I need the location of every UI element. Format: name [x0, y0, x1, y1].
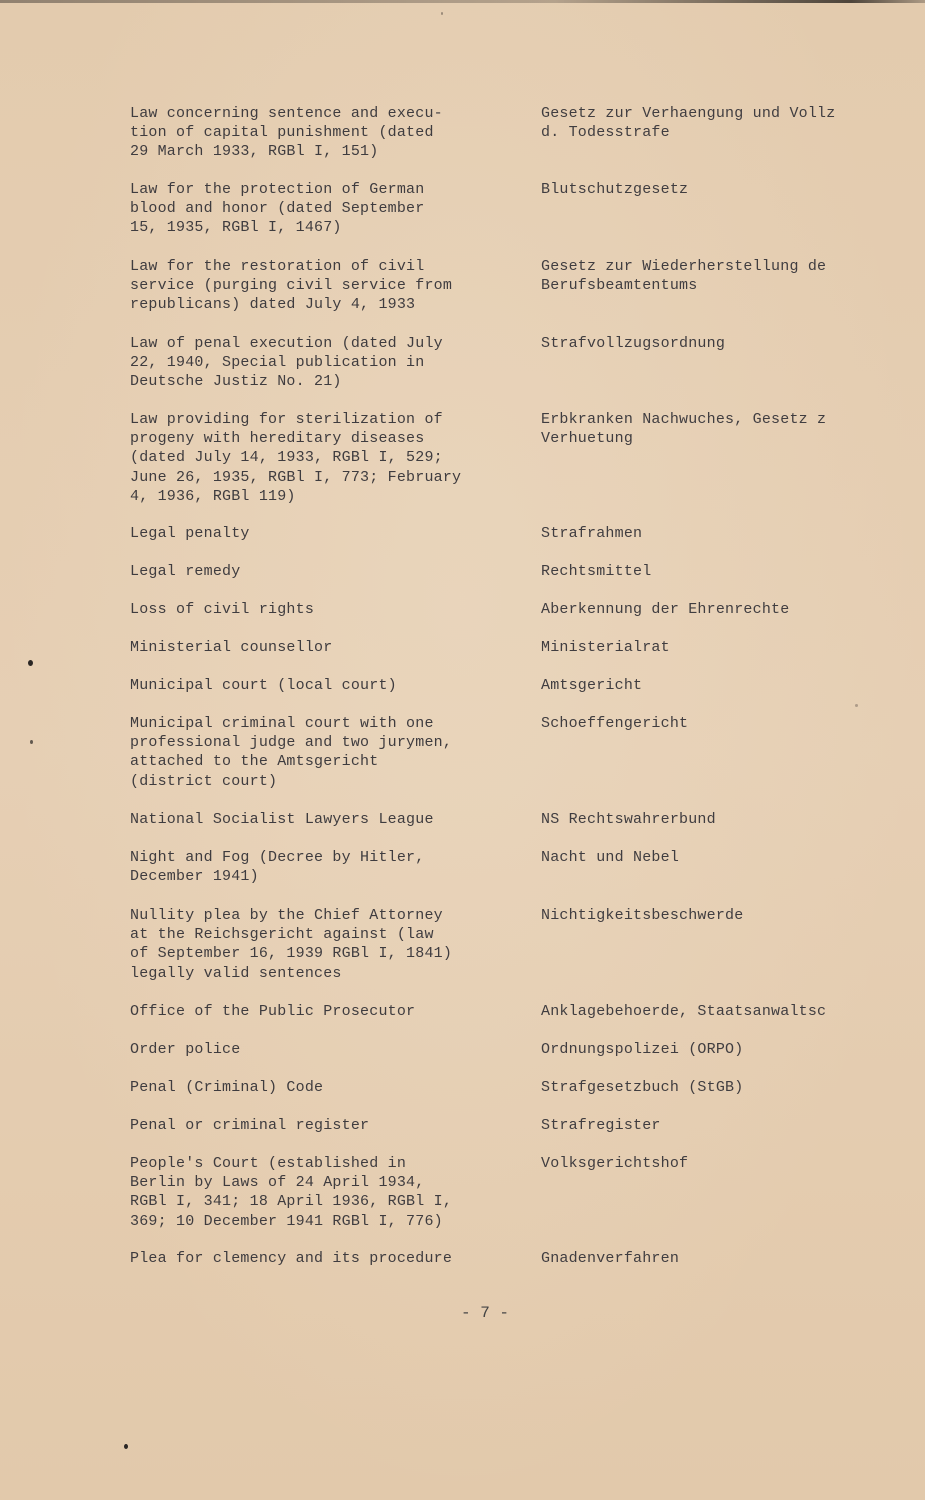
ink-speck — [441, 12, 443, 15]
english-term: Plea for clemency and its procedure — [130, 1250, 453, 1267]
english-term: Legal remedy — [130, 563, 241, 580]
german-term: Strafgesetzbuch (StGB) — [541, 1079, 744, 1096]
german-term: Schoeffengericht — [541, 715, 689, 732]
german-term: Strafvollzugsordnung — [541, 335, 726, 352]
english-term: Municipal court (local court) — [130, 677, 397, 694]
page-number: - 7 - — [460, 1304, 509, 1322]
german-term: Strafregister — [541, 1117, 661, 1134]
german-term: Blutschutzgesetz — [541, 181, 689, 198]
german-term: Nacht und Nebel — [541, 849, 680, 866]
ink-speck — [28, 660, 33, 666]
english-term: Penal (Criminal) Code — [130, 1079, 324, 1096]
german-term: Gesetz zur Verhaengung und Vollz d. Todesstrafe — [541, 105, 836, 142]
german-term: Nichtigkeitsbeschwerde — [541, 907, 744, 924]
english-term: Night and Fog (Decree by Hitler, December 1941) — [130, 849, 425, 886]
english-term: National Socialist Lawyers League — [130, 811, 434, 828]
ink-speck — [855, 704, 858, 707]
english-term: Law of penal execution (dated July 22, 1940, Special publication in Deutsche Justiz No. 21) — [130, 335, 443, 391]
german-term: Strafrahmen — [541, 525, 643, 542]
german-term: Amtsgericht — [541, 677, 643, 694]
english-term: Law for the restoration of civil service (purging civil service from republicans) dated July 4, 1933 — [130, 258, 453, 314]
german-term: Rechtsmittel — [541, 563, 652, 580]
english-term: Municipal criminal court with one professional judge and two jurymen, attached to the Amtsgericht (district court) — [130, 715, 453, 790]
english-term: Penal or criminal register — [130, 1117, 370, 1134]
page-top-edge — [0, 0, 925, 3]
english-term: Ministerial counsellor — [130, 639, 333, 656]
german-term: Aberkennung der Ehrenrechte — [541, 601, 790, 618]
english-term: Law concerning sentence and execu- tion of capital punishment (dated 29 March 1933, RGBl I, 151) — [130, 105, 443, 161]
german-term: Ordnungspolizei (ORPO) — [541, 1041, 744, 1058]
english-term: Law providing for sterilization of progeny with hereditary diseases (dated July 14, 1933, RGBl I, 529; June 26, 1935, RGBl I, 773; February 4, 1936, RGBl 119) — [130, 411, 462, 505]
german-term: NS Rechtswahrerbund — [541, 811, 716, 828]
english-term: Loss of civil rights — [130, 601, 315, 618]
english-term: Nullity plea by the Chief Attorney at the Reichsgericht against (law of September 16, 1939 RGBl I, 1841) legally valid sentences — [130, 907, 453, 982]
english-term: Legal penalty — [130, 525, 250, 542]
german-term: Ministerialrat — [541, 639, 670, 656]
german-term: Volksgerichtshof — [541, 1155, 689, 1172]
ink-speck — [124, 1444, 128, 1449]
german-term: Erbkranken Nachwuches, Gesetz z Verhuetung — [541, 411, 827, 448]
english-term: Order police — [130, 1041, 241, 1058]
german-term: Gesetz zur Wiederherstellung de Berufsbeamtentums — [541, 258, 827, 295]
english-term: Office of the Public Prosecutor — [130, 1003, 416, 1020]
ink-speck — [30, 740, 33, 744]
english-term: People's Court (established in Berlin by Laws of 24 April 1934, RGBl I, 341; 18 April 1936, RGBl I, 369; 10 December 1941 RGBl I, 776) — [130, 1155, 453, 1230]
german-term: Anklagebehoerde, Staatsanwaltsc — [541, 1003, 827, 1020]
english-term: Law for the protection of German blood and honor (dated September 15, 1935, RGBl I, 1467) — [130, 181, 425, 237]
german-term: Gnadenverfahren — [541, 1250, 680, 1267]
